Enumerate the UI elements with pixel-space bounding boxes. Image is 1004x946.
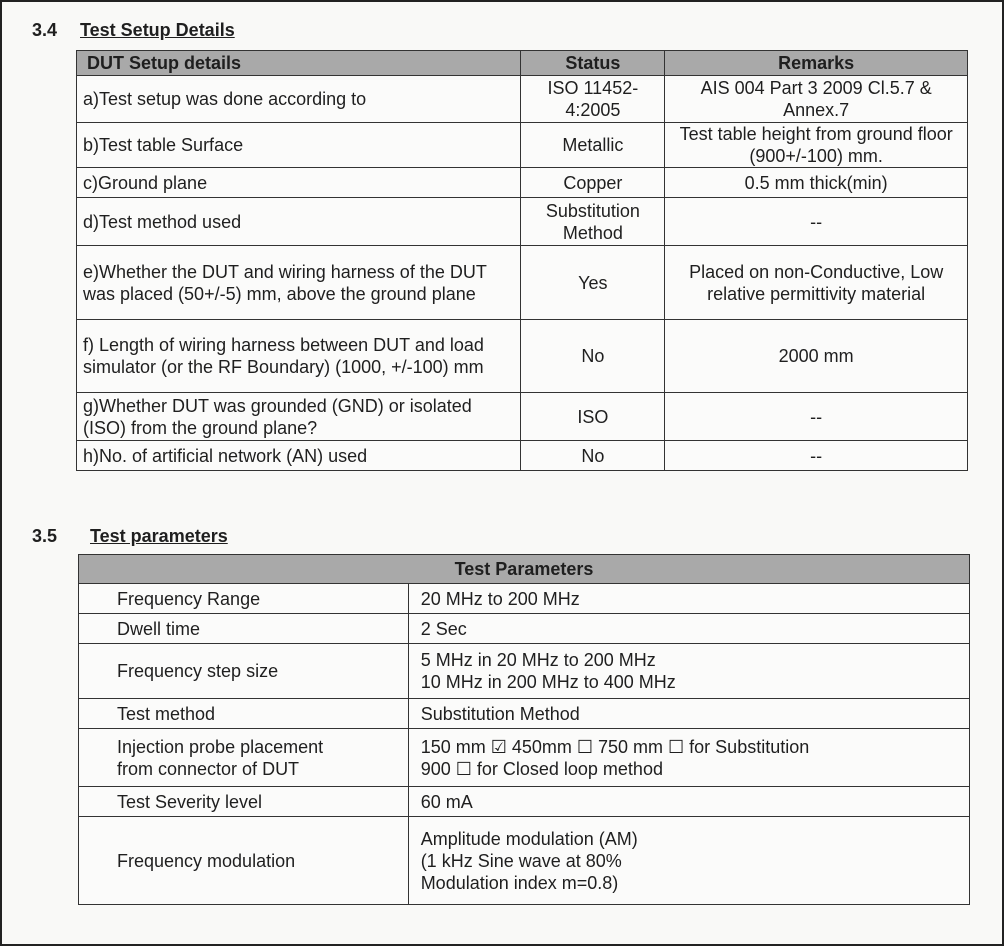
parameter-value: 20 MHz to 200 MHz xyxy=(408,584,969,614)
setup-remarks: Test table height from ground floor (900+/-100) mm. xyxy=(665,123,968,168)
value-line: 5 MHz in 20 MHz to 200 MHz xyxy=(420,650,656,670)
setup-status: No xyxy=(521,441,665,471)
test-setup-table xyxy=(76,50,968,471)
setup-remarks: -- xyxy=(665,393,968,441)
setup-item: d)Test method used xyxy=(77,198,521,246)
table-row xyxy=(79,787,970,817)
setup-status: Copper xyxy=(521,168,665,198)
table-row xyxy=(77,320,968,393)
setup-item: e)Whether the DUT and wiring harness of the DUT was placed (50+/-5) mm, above the ground plane xyxy=(77,246,521,320)
parameter-value: 2 Sec xyxy=(408,614,969,644)
parameter-name: Frequency step size xyxy=(79,644,409,699)
section-3-4-heading xyxy=(32,20,235,41)
value-line: Modulation index m=0.8) xyxy=(420,872,619,893)
table-row xyxy=(77,76,968,123)
parameter-name xyxy=(79,729,409,787)
column-header: DUT Setup details xyxy=(77,51,521,76)
setup-remarks: AIS 004 Part 3 2009 Cl.5.7 & Annex.7 xyxy=(665,76,968,123)
setup-remarks: 0.5 mm thick(min) xyxy=(665,168,968,198)
setup-remarks: 2000 mm xyxy=(665,320,968,393)
setup-remarks: -- xyxy=(665,441,968,471)
parameter-name: Dwell time xyxy=(79,614,409,644)
table-row xyxy=(79,699,970,729)
table-row xyxy=(79,584,970,614)
setup-item: g)Whether DUT was grounded (GND) or isolated (ISO) from the ground plane? xyxy=(77,393,521,441)
table-header-row xyxy=(79,555,970,584)
column-header: Test Parameters xyxy=(79,555,970,584)
value-line: 10 MHz in 200 MHz to 400 MHz xyxy=(420,672,676,692)
parameter-value xyxy=(408,729,969,787)
parameter-name: Test Severity level xyxy=(79,787,409,817)
section-number: 3.4 xyxy=(32,20,58,40)
setup-item: h)No. of artificial network (AN) used xyxy=(77,441,521,471)
value-line: 900 ☐ for Closed loop method xyxy=(420,758,663,779)
table-row xyxy=(77,441,968,471)
section-title: Test parameters xyxy=(90,526,228,546)
setup-item: b)Test table Surface xyxy=(77,123,521,168)
setup-remarks: -- xyxy=(665,198,968,246)
setup-item: f) Length of wiring harness between DUT and load simulator (or the RF Boundary) (1000, +/-100) mm xyxy=(77,320,521,393)
table-row xyxy=(77,198,968,246)
column-header: Status xyxy=(521,51,665,76)
setup-status: Yes xyxy=(521,246,665,320)
table-row xyxy=(77,168,968,198)
label-line: from connector of DUT xyxy=(117,758,300,779)
parameter-name: Frequency modulation xyxy=(79,817,409,905)
parameter-value xyxy=(408,644,969,699)
section-3-5-heading xyxy=(32,526,228,547)
value-line: (1 kHz Sine wave at 80% xyxy=(420,850,622,871)
table-row xyxy=(79,729,970,787)
section-number: 3.5 xyxy=(32,526,58,546)
setup-status: Metallic xyxy=(521,123,665,168)
setup-status: Substitution Method xyxy=(521,198,665,246)
column-header: Remarks xyxy=(665,51,968,76)
test-parameters-table xyxy=(78,554,970,905)
setup-status: ISO xyxy=(521,393,665,441)
setup-item: a)Test setup was done according to xyxy=(77,76,521,123)
setup-status: No xyxy=(521,320,665,393)
section-title: Test Setup Details xyxy=(80,20,235,40)
setup-remarks: Placed on non-Conductive, Low relative permittivity material xyxy=(665,246,968,320)
label-line: Injection probe placement xyxy=(117,736,324,757)
parameter-value xyxy=(408,817,969,905)
table-row xyxy=(79,614,970,644)
setup-status: ISO 11452-4:2005 xyxy=(521,76,665,123)
value-line: 150 mm ☑ 450mm ☐ 750 mm ☐ for Substitution xyxy=(420,736,810,757)
parameter-value: Substitution Method xyxy=(408,699,969,729)
table-row xyxy=(79,817,970,905)
parameter-value: 60 mA xyxy=(408,787,969,817)
table-row xyxy=(77,246,968,320)
parameter-name: Test method xyxy=(79,699,409,729)
table-row xyxy=(77,123,968,168)
parameter-name: Frequency Range xyxy=(79,584,409,614)
table-row xyxy=(79,644,970,699)
table-row xyxy=(77,393,968,441)
value-line: Amplitude modulation (AM) xyxy=(420,828,638,849)
table-header-row xyxy=(77,51,968,76)
setup-item: c)Ground plane xyxy=(77,168,521,198)
